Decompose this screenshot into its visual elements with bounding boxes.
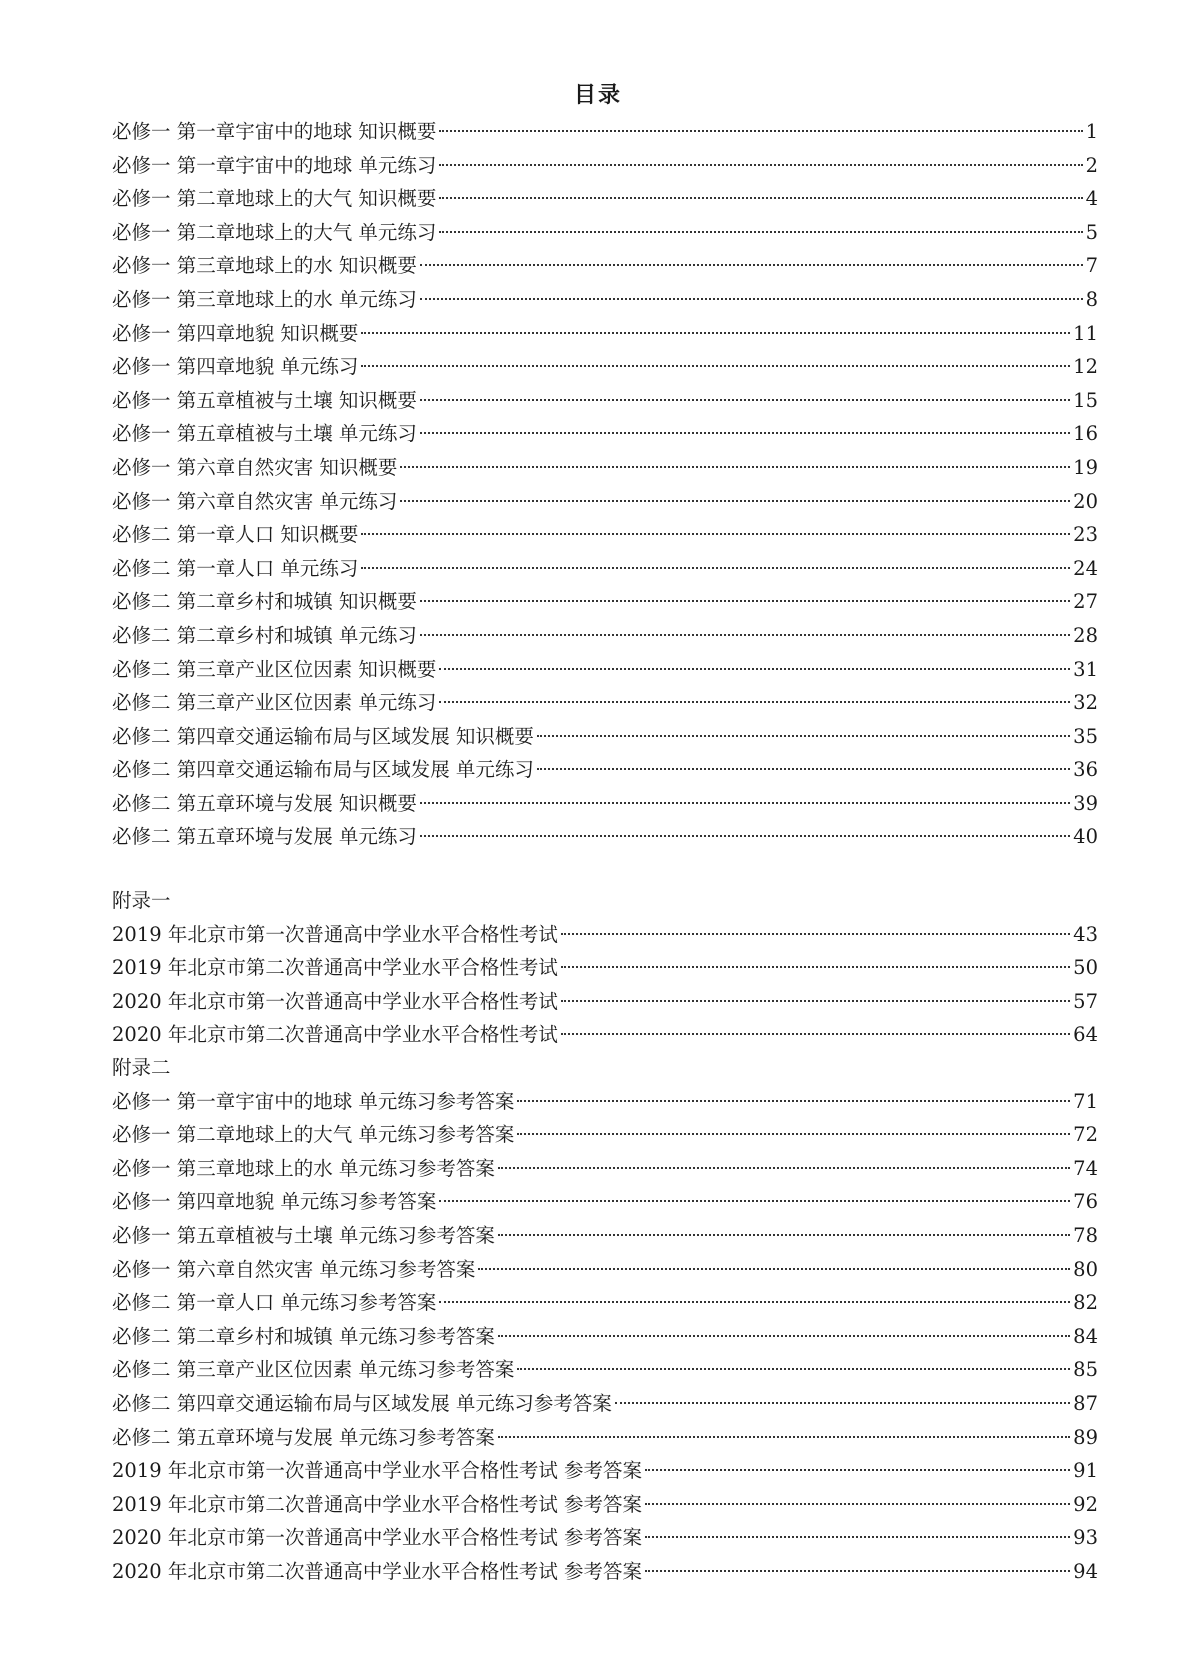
toc-entry-title: 必修一 第二章地球上的大气 知识概要 bbox=[112, 187, 437, 211]
toc-entry[interactable] bbox=[112, 1253, 1098, 1287]
toc-entry[interactable] bbox=[112, 1454, 1098, 1488]
toc-entry[interactable] bbox=[112, 1555, 1098, 1589]
toc-entry-title: 必修二 第三章产业区位因素 单元练习 bbox=[112, 691, 437, 715]
dot-leader bbox=[420, 600, 1070, 602]
toc-entry-title: 必修一 第五章植被与土壤 单元练习参考答案 bbox=[112, 1223, 495, 1247]
toc-entry[interactable] bbox=[112, 317, 1098, 351]
toc-entry-page-number: 64 bbox=[1073, 1023, 1098, 1047]
toc-entry[interactable] bbox=[112, 149, 1098, 183]
dot-leader bbox=[645, 1570, 1070, 1572]
dot-leader bbox=[561, 1033, 1070, 1035]
toc-entry[interactable] bbox=[112, 918, 1098, 952]
toc-entry-title: 2020 年北京市第一次普通高中学业水平合格性考试 参考答案 bbox=[112, 1526, 643, 1550]
toc-entry-title: 2019 年北京市第二次普通高中学业水平合格性考试 bbox=[112, 956, 558, 980]
toc-entry[interactable] bbox=[112, 619, 1098, 653]
toc-entry-title: 必修一 第六章自然灾害 知识概要 bbox=[112, 455, 398, 479]
toc-entry-title: 2020 年北京市第二次普通高中学业水平合格性考试 参考答案 bbox=[112, 1559, 643, 1583]
toc-entry-page-number: 76 bbox=[1073, 1190, 1098, 1214]
dot-leader bbox=[420, 802, 1070, 804]
toc-entry-page-number: 80 bbox=[1073, 1257, 1098, 1281]
toc-entry-page-number: 24 bbox=[1073, 556, 1098, 580]
appendix-1-list bbox=[112, 918, 1098, 1052]
toc-entry[interactable] bbox=[112, 518, 1098, 552]
toc-entry-title: 必修二 第一章人口 单元练习参考答案 bbox=[112, 1291, 437, 1315]
toc-entry-page-number: 31 bbox=[1073, 657, 1098, 681]
toc-entry-title: 必修一 第三章地球上的水 知识概要 bbox=[112, 254, 417, 278]
dot-leader bbox=[439, 130, 1082, 132]
toc-entry[interactable] bbox=[112, 216, 1098, 250]
toc-entry[interactable] bbox=[112, 1387, 1098, 1421]
dot-leader bbox=[420, 835, 1070, 837]
appendix-1-section bbox=[112, 884, 1098, 1052]
toc-entry[interactable] bbox=[112, 1185, 1098, 1219]
toc-entry[interactable] bbox=[112, 753, 1098, 787]
toc-entry-title: 必修二 第五章环境与发展 单元练习参考答案 bbox=[112, 1425, 495, 1449]
toc-entry-page-number: 91 bbox=[1073, 1459, 1098, 1483]
dot-leader bbox=[361, 365, 1070, 367]
dot-leader bbox=[615, 1402, 1070, 1404]
toc-entry-page-number: 7 bbox=[1085, 254, 1098, 278]
dot-leader bbox=[537, 768, 1070, 770]
toc-entry-page-number: 11 bbox=[1073, 321, 1098, 345]
appendix-1-heading: 附录一 bbox=[112, 889, 171, 912]
toc-entry[interactable] bbox=[112, 552, 1098, 586]
toc-entry[interactable] bbox=[112, 1085, 1098, 1119]
toc-entry-page-number: 23 bbox=[1073, 523, 1098, 547]
toc-entry-page-number: 82 bbox=[1073, 1291, 1098, 1315]
toc-entry-page-number: 2 bbox=[1085, 153, 1098, 177]
dot-leader bbox=[561, 966, 1070, 968]
dot-leader bbox=[645, 1503, 1070, 1505]
toc-entry-page-number: 89 bbox=[1073, 1425, 1098, 1449]
toc-entry-title: 必修一 第五章植被与土壤 知识概要 bbox=[112, 388, 417, 412]
toc-entry[interactable] bbox=[112, 787, 1098, 821]
toc-entry-title: 必修二 第二章乡村和城镇 知识概要 bbox=[112, 590, 417, 614]
toc-entry-title: 必修二 第四章交通运输布局与区域发展 单元练习 bbox=[112, 758, 534, 782]
toc-entry-page-number: 87 bbox=[1073, 1391, 1098, 1415]
toc-entry[interactable] bbox=[112, 485, 1098, 519]
dot-leader bbox=[439, 1200, 1070, 1202]
dot-leader bbox=[517, 1368, 1070, 1370]
toc-entry-title: 必修二 第五章环境与发展 知识概要 bbox=[112, 791, 417, 815]
toc-entry-title: 必修一 第三章地球上的水 单元练习 bbox=[112, 287, 417, 311]
toc-main-list bbox=[112, 115, 1098, 854]
toc-entry-page-number: 20 bbox=[1073, 489, 1098, 513]
toc-entry-title: 2019 年北京市第一次普通高中学业水平合格性考试 bbox=[112, 922, 558, 946]
toc-entry[interactable] bbox=[112, 1219, 1098, 1253]
toc-entry-title: 必修二 第四章交通运输布局与区域发展 单元练习参考答案 bbox=[112, 1391, 612, 1415]
toc-entry-title: 必修二 第五章环境与发展 单元练习 bbox=[112, 825, 417, 849]
toc-entry[interactable] bbox=[112, 417, 1098, 451]
appendix-2-list bbox=[112, 1085, 1098, 1589]
toc-entry-page-number: 5 bbox=[1085, 220, 1098, 244]
toc-entry-page-number: 78 bbox=[1073, 1223, 1098, 1247]
toc-entry[interactable] bbox=[112, 115, 1098, 149]
dot-leader bbox=[420, 634, 1070, 636]
dot-leader bbox=[420, 298, 1083, 300]
toc-entry[interactable] bbox=[112, 283, 1098, 317]
toc-entry[interactable] bbox=[112, 1488, 1098, 1522]
dot-leader bbox=[645, 1469, 1070, 1471]
toc-entry[interactable] bbox=[112, 350, 1098, 384]
dot-leader bbox=[478, 1268, 1070, 1270]
toc-entry-page-number: 36 bbox=[1073, 758, 1098, 782]
toc-entry[interactable] bbox=[112, 951, 1098, 985]
toc-entry-page-number: 4 bbox=[1085, 187, 1098, 211]
toc-entry-page-number: 16 bbox=[1073, 422, 1098, 446]
toc-entry-page-number: 43 bbox=[1073, 922, 1098, 946]
page-title: 目录 bbox=[573, 82, 622, 108]
dot-leader bbox=[400, 500, 1070, 502]
toc-entry-page-number: 94 bbox=[1073, 1559, 1098, 1583]
toc-entry-title: 必修一 第四章地貌 单元练习参考答案 bbox=[112, 1190, 437, 1214]
toc-entry-page-number: 92 bbox=[1073, 1492, 1098, 1516]
toc-entry-page-number: 32 bbox=[1073, 691, 1098, 715]
appendix-2-section bbox=[112, 1051, 1098, 1589]
toc-entry-page-number: 12 bbox=[1073, 355, 1098, 379]
dot-leader bbox=[517, 1133, 1070, 1135]
toc-entry-title: 必修二 第三章产业区位因素 单元练习参考答案 bbox=[112, 1358, 515, 1382]
toc-entry-title: 必修二 第三章产业区位因素 知识概要 bbox=[112, 657, 437, 681]
toc-entry[interactable] bbox=[112, 585, 1098, 619]
toc-entry[interactable] bbox=[112, 1152, 1098, 1186]
toc-entry[interactable] bbox=[112, 1018, 1098, 1052]
dot-leader bbox=[439, 1301, 1070, 1303]
toc-entry-title: 必修二 第一章人口 单元练习 bbox=[112, 556, 359, 580]
toc-entry-title: 2019 年北京市第一次普通高中学业水平合格性考试 参考答案 bbox=[112, 1459, 643, 1483]
dot-leader bbox=[420, 432, 1070, 434]
toc-entry-page-number: 93 bbox=[1073, 1526, 1098, 1550]
toc-entry-title: 必修二 第二章乡村和城镇 单元练习参考答案 bbox=[112, 1324, 495, 1348]
dot-leader bbox=[439, 668, 1070, 670]
toc-entry[interactable] bbox=[112, 820, 1098, 854]
toc-entry[interactable] bbox=[112, 985, 1098, 1019]
toc-entry[interactable] bbox=[112, 1118, 1098, 1152]
toc-entry-page-number: 74 bbox=[1073, 1156, 1098, 1180]
toc-entry[interactable] bbox=[112, 686, 1098, 720]
toc-entry-title: 必修一 第六章自然灾害 单元练习 bbox=[112, 489, 398, 513]
dot-leader bbox=[645, 1536, 1070, 1538]
toc-entry[interactable] bbox=[112, 1286, 1098, 1320]
toc-entry-page-number: 19 bbox=[1073, 455, 1098, 479]
toc-entry-title: 必修二 第二章乡村和城镇 单元练习 bbox=[112, 623, 417, 647]
toc-entry-title: 必修一 第二章地球上的大气 单元练习参考答案 bbox=[112, 1123, 515, 1147]
dot-leader bbox=[361, 332, 1070, 334]
toc-entry[interactable] bbox=[112, 384, 1098, 418]
toc-entry-page-number: 15 bbox=[1073, 388, 1098, 412]
toc-entry-title: 2019 年北京市第二次普通高中学业水平合格性考试 参考答案 bbox=[112, 1492, 643, 1516]
toc-entry-page-number: 35 bbox=[1073, 724, 1098, 748]
dot-leader bbox=[361, 567, 1070, 569]
toc-entry-page-number: 27 bbox=[1073, 590, 1098, 614]
dot-leader bbox=[400, 466, 1070, 468]
toc-entry-title: 必修一 第四章地貌 单元练习 bbox=[112, 355, 359, 379]
dot-leader bbox=[537, 735, 1070, 737]
toc-entry-title: 必修二 第一章人口 知识概要 bbox=[112, 523, 359, 547]
toc-entry-title: 必修一 第一章宇宙中的地球 单元练习参考答案 bbox=[112, 1089, 515, 1113]
toc-entry-title: 必修一 第五章植被与土壤 单元练习 bbox=[112, 422, 417, 446]
toc-entry-title: 必修一 第四章地貌 知识概要 bbox=[112, 321, 359, 345]
toc-entry[interactable] bbox=[112, 182, 1098, 216]
toc-entry[interactable] bbox=[112, 720, 1098, 754]
dot-leader bbox=[439, 197, 1082, 199]
toc-entry[interactable] bbox=[112, 451, 1098, 485]
toc-entry[interactable] bbox=[112, 653, 1098, 687]
toc-entry-title: 必修一 第三章地球上的水 单元练习参考答案 bbox=[112, 1156, 495, 1180]
dot-leader bbox=[361, 533, 1070, 535]
dot-leader bbox=[439, 701, 1070, 703]
toc-entry-title: 必修一 第一章宇宙中的地球 知识概要 bbox=[112, 120, 437, 143]
toc-entry-page-number: 28 bbox=[1073, 623, 1098, 647]
toc-entry-page-number: 72 bbox=[1073, 1123, 1098, 1147]
dot-leader bbox=[498, 1436, 1070, 1438]
toc-entry[interactable] bbox=[112, 1353, 1098, 1387]
toc-entry[interactable] bbox=[112, 249, 1098, 283]
dot-leader bbox=[498, 1234, 1070, 1236]
toc-entry-page-number: 39 bbox=[1073, 791, 1098, 815]
appendix-2-heading: 附录二 bbox=[112, 1056, 171, 1079]
toc-entry-page-number: 84 bbox=[1073, 1324, 1098, 1348]
toc-entry-page-number: 71 bbox=[1073, 1089, 1098, 1113]
dot-leader bbox=[439, 231, 1082, 233]
toc-entry-page-number: 40 bbox=[1073, 825, 1098, 849]
toc-entry-title: 2020 年北京市第二次普通高中学业水平合格性考试 bbox=[112, 1023, 558, 1047]
toc-entry-title: 必修一 第二章地球上的大气 单元练习 bbox=[112, 220, 437, 244]
toc-entry-title: 必修一 第一章宇宙中的地球 单元练习 bbox=[112, 153, 437, 177]
toc-entry[interactable] bbox=[112, 1421, 1098, 1455]
toc-entry-title: 必修二 第四章交通运输布局与区域发展 知识概要 bbox=[112, 724, 534, 748]
toc-entry[interactable] bbox=[112, 1521, 1098, 1555]
dot-leader bbox=[420, 399, 1070, 401]
toc-entry-page-number: 85 bbox=[1073, 1358, 1098, 1382]
dot-leader bbox=[561, 933, 1070, 935]
toc-entry[interactable] bbox=[112, 1320, 1098, 1354]
dot-leader bbox=[498, 1167, 1070, 1169]
toc-entry-title: 必修一 第六章自然灾害 单元练习参考答案 bbox=[112, 1257, 476, 1281]
dot-leader bbox=[561, 1000, 1070, 1002]
toc-entry-page-number: 1 bbox=[1085, 120, 1098, 143]
toc-entry-page-number: 50 bbox=[1073, 956, 1098, 980]
toc-entry-page-number: 57 bbox=[1073, 989, 1098, 1013]
dot-leader bbox=[420, 264, 1083, 266]
dot-leader bbox=[439, 164, 1082, 166]
toc-entry-page-number: 8 bbox=[1085, 287, 1098, 311]
dot-leader bbox=[517, 1100, 1070, 1102]
toc-entry-title: 2020 年北京市第一次普通高中学业水平合格性考试 bbox=[112, 989, 558, 1013]
dot-leader bbox=[498, 1335, 1070, 1337]
